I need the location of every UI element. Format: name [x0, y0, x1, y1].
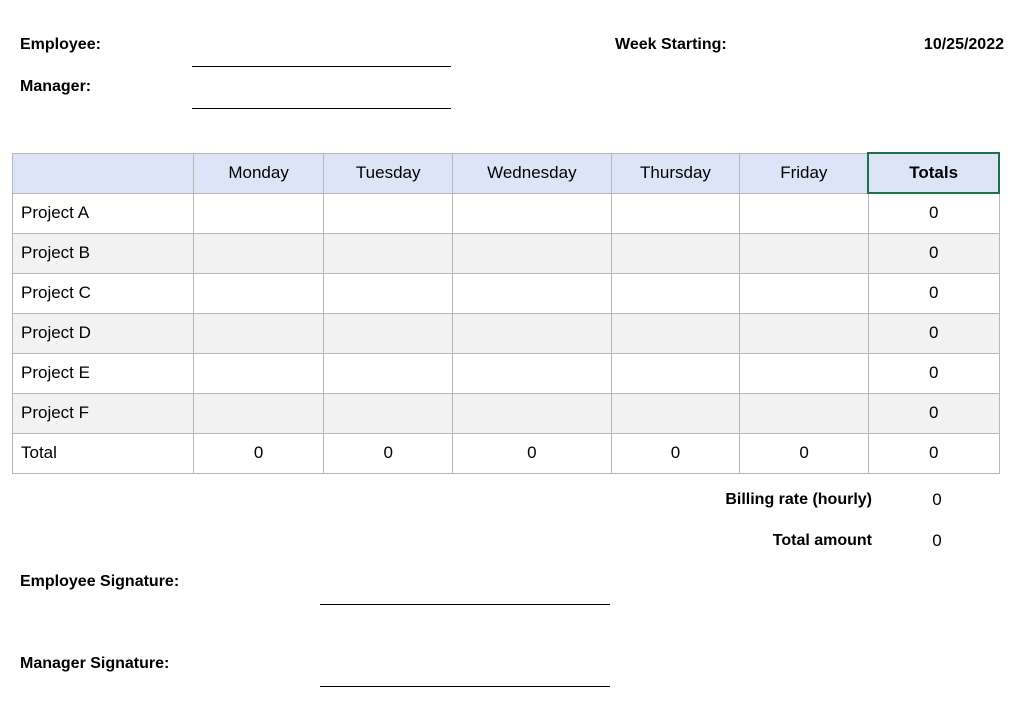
cell-project-a-total[interactable]: 0	[868, 193, 999, 233]
cell-project-d-wednesday[interactable]	[452, 313, 611, 353]
employee-input-line[interactable]	[192, 66, 451, 67]
row-label-total[interactable]: Total	[13, 433, 194, 473]
cell-total-grand[interactable]: 0	[868, 433, 999, 473]
billing-rate-row	[612, 490, 1002, 510]
cell-project-c-tuesday[interactable]	[324, 273, 453, 313]
column-header-totals[interactable]: Totals	[868, 153, 999, 193]
employee-label: Employee:	[20, 36, 101, 53]
column-header-blank	[13, 153, 194, 193]
cell-total-thursday[interactable]: 0	[611, 433, 740, 473]
cell-project-a-tuesday[interactable]	[324, 193, 453, 233]
column-header-friday[interactable]: Friday	[740, 153, 869, 193]
total-amount-row	[612, 531, 1002, 551]
billing-rate-label: Billing rate (hourly)	[725, 491, 872, 508]
week-starting-label: Week Starting:	[615, 36, 727, 53]
column-header-thursday[interactable]: Thursday	[611, 153, 740, 193]
row-label-project-b[interactable]: Project B	[13, 233, 194, 273]
cell-project-b-wednesday[interactable]	[452, 233, 611, 273]
cell-project-a-monday[interactable]	[193, 193, 324, 233]
table-total-row	[13, 433, 1000, 473]
cell-project-d-total[interactable]: 0	[868, 313, 999, 353]
row-label-project-f[interactable]: Project F	[13, 393, 194, 433]
manager-field-row	[20, 78, 91, 96]
cell-total-monday[interactable]: 0	[193, 433, 324, 473]
cell-total-wednesday[interactable]: 0	[452, 433, 611, 473]
cell-project-c-thursday[interactable]	[611, 273, 740, 313]
cell-project-e-friday[interactable]	[740, 353, 869, 393]
cell-project-f-monday[interactable]	[193, 393, 324, 433]
table-row	[13, 193, 1000, 233]
cell-project-f-tuesday[interactable]	[324, 393, 453, 433]
table-header-row	[13, 153, 1000, 193]
cell-project-f-total[interactable]: 0	[868, 393, 999, 433]
row-label-project-a[interactable]: Project A	[13, 193, 194, 233]
table-row	[13, 353, 1000, 393]
cell-project-b-total[interactable]: 0	[868, 233, 999, 273]
row-label-project-e[interactable]: Project E	[13, 353, 194, 393]
cell-project-f-wednesday[interactable]	[452, 393, 611, 433]
cell-total-friday[interactable]: 0	[740, 433, 869, 473]
manager-input-line[interactable]	[192, 108, 451, 109]
billing-rate-value[interactable]: 0	[932, 490, 942, 509]
cell-project-d-thursday[interactable]	[611, 313, 740, 353]
cell-project-d-friday[interactable]	[740, 313, 869, 353]
cell-total-tuesday[interactable]: 0	[324, 433, 453, 473]
cell-project-e-tuesday[interactable]	[324, 353, 453, 393]
cell-project-c-total[interactable]: 0	[868, 273, 999, 313]
employee-signature-row	[20, 573, 179, 591]
row-label-project-d[interactable]: Project D	[13, 313, 194, 353]
column-header-tuesday[interactable]: Tuesday	[324, 153, 453, 193]
cell-project-c-monday[interactable]	[193, 273, 324, 313]
cell-project-c-friday[interactable]	[740, 273, 869, 313]
cell-project-d-monday[interactable]	[193, 313, 324, 353]
cell-project-b-friday[interactable]	[740, 233, 869, 273]
cell-project-c-wednesday[interactable]	[452, 273, 611, 313]
cell-project-f-thursday[interactable]	[611, 393, 740, 433]
table-row	[13, 393, 1000, 433]
cell-project-e-wednesday[interactable]	[452, 353, 611, 393]
cell-project-b-thursday[interactable]	[611, 233, 740, 273]
employee-field-row	[20, 36, 101, 54]
timesheet-table	[12, 152, 1000, 474]
manager-signature-label: Manager Signature:	[20, 655, 170, 672]
cell-project-e-total[interactable]: 0	[868, 353, 999, 393]
cell-project-e-thursday[interactable]	[611, 353, 740, 393]
total-amount-value[interactable]: 0	[932, 531, 942, 550]
week-starting-value[interactable]: 10/25/2022	[923, 36, 1004, 53]
total-amount-label: Total amount	[772, 532, 872, 549]
week-starting-row	[615, 36, 1004, 54]
manager-signature-row	[20, 655, 169, 673]
column-header-wednesday[interactable]: Wednesday	[452, 153, 611, 193]
table-row	[13, 273, 1000, 313]
cell-project-e-monday[interactable]	[193, 353, 324, 393]
cell-project-a-friday[interactable]	[740, 193, 869, 233]
cell-project-a-wednesday[interactable]	[452, 193, 611, 233]
column-header-monday[interactable]: Monday	[193, 153, 324, 193]
table-row	[13, 313, 1000, 353]
row-label-project-c[interactable]: Project C	[13, 273, 194, 313]
manager-label: Manager:	[20, 78, 92, 95]
cell-project-b-monday[interactable]	[193, 233, 324, 273]
employee-signature-line[interactable]	[320, 604, 610, 605]
cell-project-f-friday[interactable]	[740, 393, 869, 433]
manager-signature-line[interactable]	[320, 686, 610, 687]
table-row	[13, 233, 1000, 273]
cell-project-d-tuesday[interactable]	[324, 313, 453, 353]
cell-project-b-tuesday[interactable]	[324, 233, 453, 273]
cell-project-a-thursday[interactable]	[611, 193, 740, 233]
employee-signature-label: Employee Signature:	[20, 573, 180, 590]
